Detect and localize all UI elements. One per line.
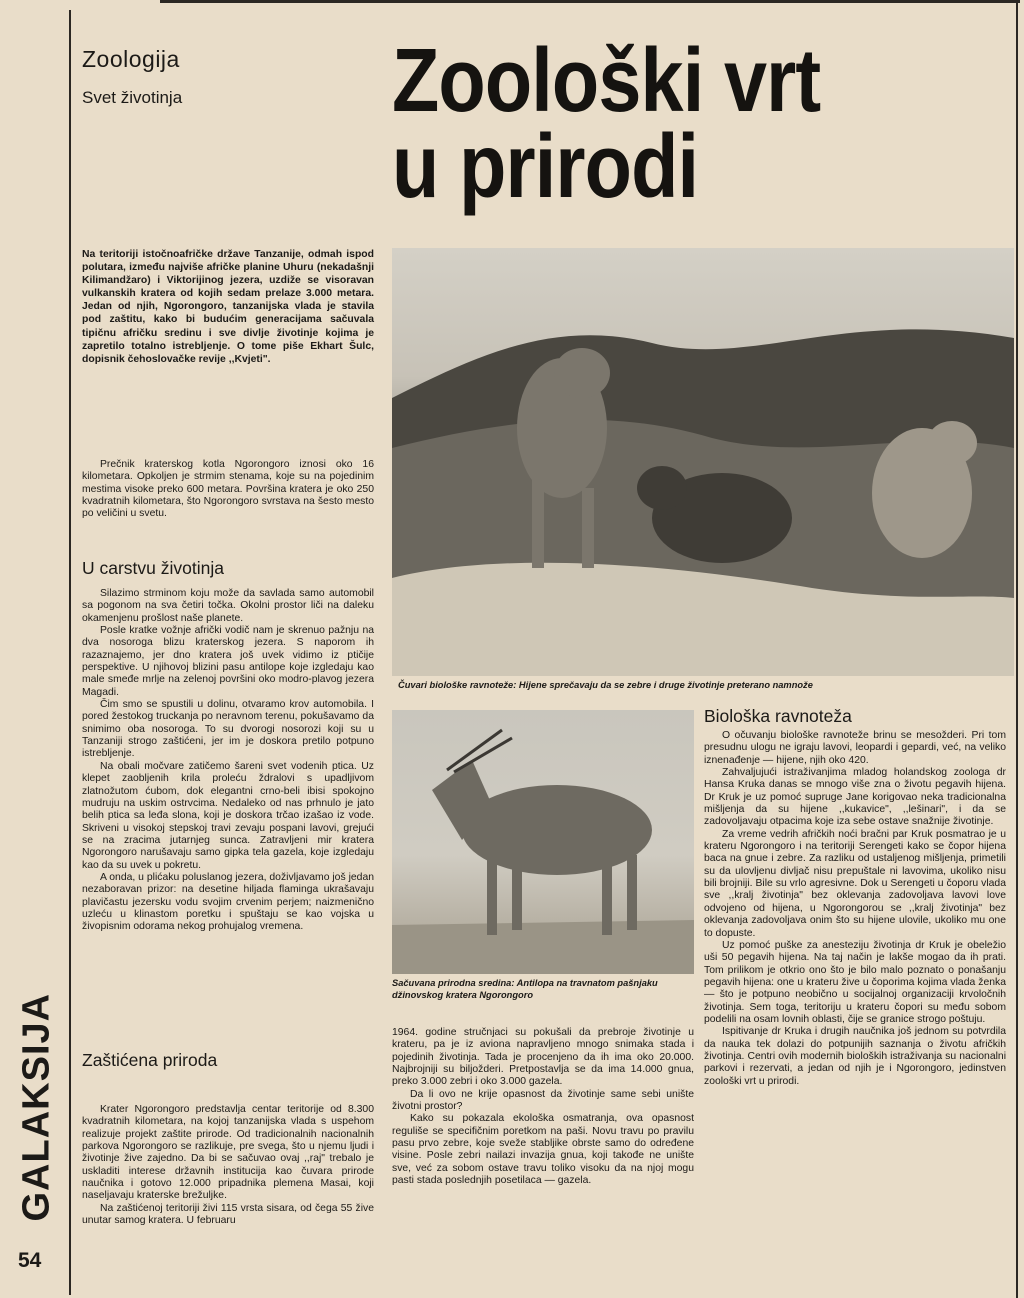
column-3 [704,730,1006,1088]
paragraph: Ispitivanje dr Kruka i drugih naučnika još jednom su potvrdila da nauka tek dolazi do potpunijih saznanja o životu afričkih životinja. Centri ovih modernih bioloških istraživanja su nacionalni parkovi i rezervati, a jedan od njih je i Ngorongoro, jedinstven zoološki vrt u prirodi. [704,1026,1006,1087]
top-rule [160,0,1020,3]
paragraph: Posle kratke vožnje afrički vodič nam je skrenuo pažnju na dva nosoroga blizu kraterskog jezera. S naporom ih razaznajemo, jer dno kratera još uvek vidimo iz ptičije perspektive. U njihovoj blizini pasu antilope koje izgledaju kao male smeđe mrlje na zelenoj površini oko modro-plavog jezera Magadi. [82,625,374,698]
paragraph: Na zaštićenoj teritoriji živi 115 vrsta sisara, od čega 55 žive unutar samog kratera. U februaru [82,1202,374,1227]
hyena-photo [392,248,1014,676]
page-number: 54 [18,1249,42,1272]
magazine-masthead [14,992,58,1222]
margin-rule [69,10,71,1295]
article-title [392,31,925,217]
hyena-caption: Čuvari biološke ravnoteže: Hijene sprečavaju da se zebre i druge životinje preterano namnože [398,680,813,690]
paragraph: Krater Ngorongoro predstavlja centar teritorije od 8.300 kvadratnih kilometara, na kojoj tanzanijska vlada s uspehom realizuje projekt zaštite prirode. Od tradicionalnih nacionalnih parkova Ngorongoro se razlikuje, pre svega, što u njemu ljudi i životinje žive zajedno. Da bi se sačuvao ovaj ,,raj" trebalo je uskladiti interese državnih institucija kao čuvara prirode naučnika i gotovo 12.000 pripadnika plemena Masai, koji naseljavaju kraterske brežuljke. [82,1104,374,1202]
eland-photo [392,710,694,974]
title-line-2: u prirodi [392,117,699,217]
paragraph: Za vreme vedrih afričkih noći bračni par Kruk posmatrao je u krateru Ngorongoro i na teritoriji Serengeti kako se čopor hijena baca na gnue i zebre. Za razliku od ustaljenog mišljenja, primetili su da ulovljenu divljač nisu prepuštale ni lavovima, ukoliko nisu bili brojniji. Bile su vrlo agresivne. Dok u Serengeti u čoporu vlada sve ,,kralj životinja" bez oklevanja zadovoljava lavovi love odvojeno od hijena, u Ngorongorou se ,,kralj životinja" bez oklevanja zadovoljava onim što su hijene ulovile, ukoliko mu one to dopuste. [704,828,1006,939]
article-lead: Na teritoriji istočnoafričke države Tanzanije, odmah ispod polutara, između najviše afričke planine Uhuru (nekadašnji Kilimandžaro) i Viktorijinog jezera, uzdiže se visoravan vulkanskih kratera od kojih sedam prelaze 3.000 metara. Jedan od njih, Ngorongoro, tanzanijska vlada je stavila pod zaštitu, kako bi budućim generacijama sačuvala tipičnu afričku sredinu i sve divlje životinje kojima je zapretilo totalno istrebljenje. O tome piše Ekhart Šulc, dopisnik čehoslovačke revije ,,Kvjeti". [82,249,374,365]
column-1-body [82,588,374,934]
right-rule [1016,0,1018,1298]
paragraph: Prečnik kraterskog kotla Ngorongoro iznosi oko 16 kilometara. Opkoljen je strmim stenama, koje su na pojedinim mestima visoke preko 600 metara. Površina kratera je oko 250 kvadratnih kilometara, što Ngorongoro svrstava na šesto mesto po veličini u svetu. [82,459,374,520]
paragraph: A onda, u plićaku poluslanog jezera, doživljavamo još jedan nezaboravan prizor: na desetine hiljada flaminga ukrašavaju plavičastu jezersku vodu svojim crvenim perjem; naizmenično uzleću u klinastom poretku i spuštaju se kao vojska u živopisnim odorama nekog prohujalog vremena. [82,871,374,933]
column-2 [392,1027,694,1187]
paragraph: Da li ovo ne krije opasnost da životinje same sebi unište životni prostor? [392,1088,694,1113]
paragraph: Uz pomoć puške za anesteziju životinja dr Kruk je obeležio uši 50 pegavih hijena. Na taj način je lakše mogao da ih prati. Tom prilikom je otkrio ono što je bilo malo poznato o ponašanju pegavih hijena: one u krateru žive u čoporima kojima vlada ženka — što je potpuno neobično u socijalnoj organizaciji krvoločnih životinja. Sem toga, teritoriju u krateru čopori su među sobom podelili na osam lovnih oblasti, čije se granice strogo poštuju. [704,939,1006,1025]
eland-caption: Sačuvana prirodna sredina: Antilopa na travnatom pašnjaku džinovskog kratera Ngorongoro [392,978,658,1000]
column-1-end [82,1104,374,1227]
paragraph: Čim smo se spustili u dolinu, otvaramo krov automobila. I pored žestokog truckanja po neravnom terenu, pokušavamo da snimimo oba nosoroga. To su dvorogi nosorozi koji su u Tanzaniji strogo zaštićeni, jer im je doskora pretilo potpuno istrebljenje. [82,699,374,760]
paragraph: O očuvanju biološke ravnoteže brinu se mesožderi. Pri tom presudnu ulogu ne igraju lavovi, leopardi i gepardi, već, na veliko iznenađenje — hijene, njih oko 420. [704,730,1006,766]
column-1-intro [82,459,374,521]
paragraph: Kako su pokazala ekološka osmatranja, ova opasnost reguliše se specifičnim poretkom na paši. Novu travu po pravilu pasu prvo zebre, koje sveže stabljike obrste samo do određene visine. Posle zebri nailazi invazija gnua, koji takođe ne unište sve, već za sobom ostave travu toliko visoku da na njoj mogu pasti stada poslednjih posetilaca — gazela. [392,1113,694,1187]
paragraph: Zahvaljujući istraživanjima mladog holandskog zoologa dr Hansa Kruka danas se mnogo više zna o životu pegavih hijena. Dr Kruk je uz pomoć supruge Jane korigovao neka tradicionalna mišljenja da su hijene ,,kukavice", ,,lešinari", i da se zadovoljavaju otpacima koje iza sebe ostave snažnije životinje. [704,767,1006,828]
paragraph: Na obali močvare zatičemo šareni svet vodenih ptica. Uz klepet zaobljenih krila proleću ždralovi s upadljivom zlatnožutom ćubom, dok elegantni crno-beli ibisi spokojno mudruju na uskim ostrvcima. Nedaleko od nas prhnulo je jato belih ptica sa leđa slona, koji je doskora trčao izašao iz vode. Skriveni u visokoj stepskoj travi zevaju pospani lavovi, grejući se na zracima jutarnjeg sunca. Zatravljeni mir kratera Ngorongoro narušavaju samo gipka tela gazela, koje izgledaju kao da su uvek u pokretu. [82,760,374,871]
masthead-text: GALAKSIJA [15,992,58,1222]
title-line-1: Zoološki vrt [392,31,821,131]
paragraph: 1964. godine stručnjaci su pokušali da prebroje životinje u krateru, pa je iz aviona napravljeno mnogo snimaka stada i pojedinih životinja. Tada je procenjeno da ih ima oko 20.000. Najbrojniji su biljožderi. Pretpostavlja se da ima 14.000 gnua, preko 3.000 zebri i oko 3.000 gazela. [392,1027,694,1088]
paragraph: Silazimo strminom koju može da savlada samo automobil sa pogonom na sva četiri točka. Okolni prostor liči na daleku okamenjenu prošlost naše planete. [82,588,374,624]
subhead-carstvo: U carstvu životinja [82,558,224,578]
section-label: Zoologija [82,46,180,72]
subhead-bioloska: Biološka ravnoteža [704,706,852,726]
subhead-zasticena: Zaštićena priroda [82,1050,218,1070]
subsection-label: Svet životinja [82,88,183,107]
